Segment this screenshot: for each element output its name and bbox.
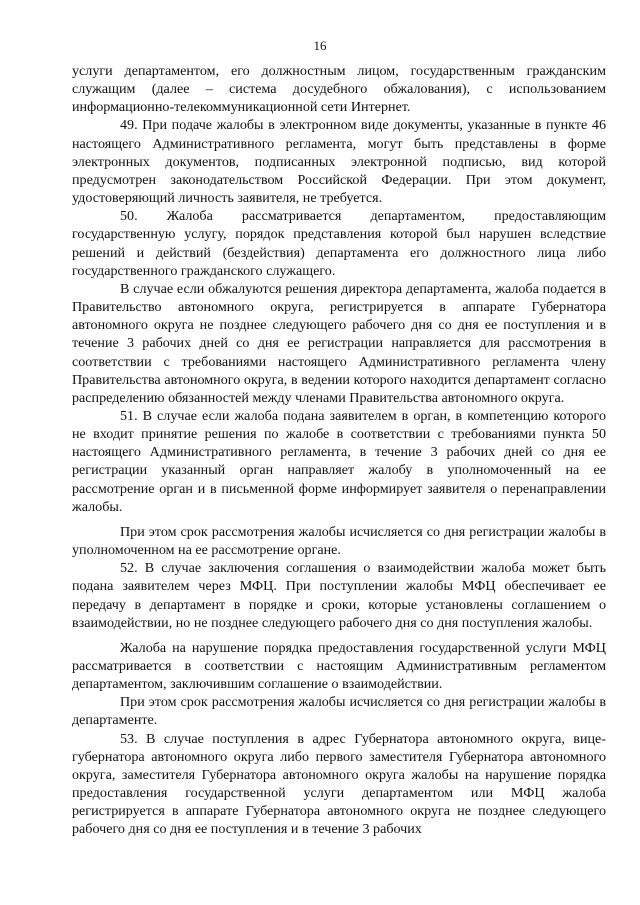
paragraph-53: 53. В случае поступления в адрес Губернатора автономного округа, вице-губернатора автономного округа либо первого заместителя Губернатора автономного округа, заместителя Губернатора автономного округа жалобы на нарушение порядка предоставления государственной услуги департаментом или МФЦ жалоба регистрируется в аппарате Губернатора автономного округа не позднее следующего рабочего дня со дня ее поступления и в течение 3 рабочих <box>72 730 606 838</box>
paragraph-52-review-term: При этом срок рассмотрения жалобы исчисляется со дня регистрации жалобы в департаменте. <box>72 694 606 729</box>
paragraph-51-review-term: При этом срок рассмотрения жалобы исчисляется со дня регистрации жалобы в уполномоченном на ее рассмотрение органе. <box>72 523 606 559</box>
paragraph-49: 49. При подаче жалобы в электронном виде документы, указанные в пункте 46 настоящего Административного регламента, могут быть представлены в форме электронных документов, подписанных электронной подписью, вид которой предусмотрен законодательством Российской Федерации. При этом документ, удостоверяющий личность заявителя, не требуется. <box>72 117 606 207</box>
paragraph-52: 52. В случае заключения соглашения о взаимодействии жалоба может быть подана заявителем через МФЦ. При поступлении жалобы МФЦ обеспечивает ее передачу в департамент в порядке и сроки, которые установлены соглашением о взаимодействии, но не позднее следующего рабочего дня со дня поступления жалобы. <box>72 560 606 631</box>
paragraph-51: 51. В случае если жалоба подана заявителем в орган, в компетенцию которого не входит принятие решения по жалобе в соответствии с требованиями пункта 50 настоящего Административного регламента, в течение 3 рабочих дней со дня ее регистрации указанный орган направляет жалобу в уполномоченный на ее рассмотрение орган и в письменной форме информирует заявителя о перенаправлении жалобы. <box>72 407 606 515</box>
paragraph-continuation: услуги департаментом, его должностным лицом, государственным гражданским служащим (далее – система досудебного обжалования), с использованием информационно-телекоммуникационной сети Интернет. <box>72 63 606 116</box>
paragraph-50: 50. Жалоба рассматривается департаментом, предоставляющим государственную услугу, порядок представления которой был нарушен вследствие решений и действий (бездействия) департамента его должностного лица либо государственного гражданского служащего. <box>72 208 606 279</box>
paragraph-52-mfc-complaint: Жалоба на нарушение порядка предоставления государственной услуги МФЦ рассматривается в соответствии с настоящим Административным регламентом департаментом, заключившим соглашение о взаимодействии. <box>72 639 606 693</box>
page-number: 16 <box>313 38 327 53</box>
document-body <box>72 62 606 839</box>
paragraph-50-director-complaint: В случае если обжалуются решения директора департамента, жалоба подается в Правительство автономного округа, регистрируется в аппарате Губернатора автономного округа не позднее следующего рабочего дня со дня ее поступления и в течение 3 рабочих дней со дня ее регистрации направляется для рассмотрения в соответствии с требованиями настоящего Административного регламента члену Правительства автономного округа, в ведении которого находится департамент согласно распределению обязанностей между членами Правительства автономного округа. <box>72 280 606 406</box>
